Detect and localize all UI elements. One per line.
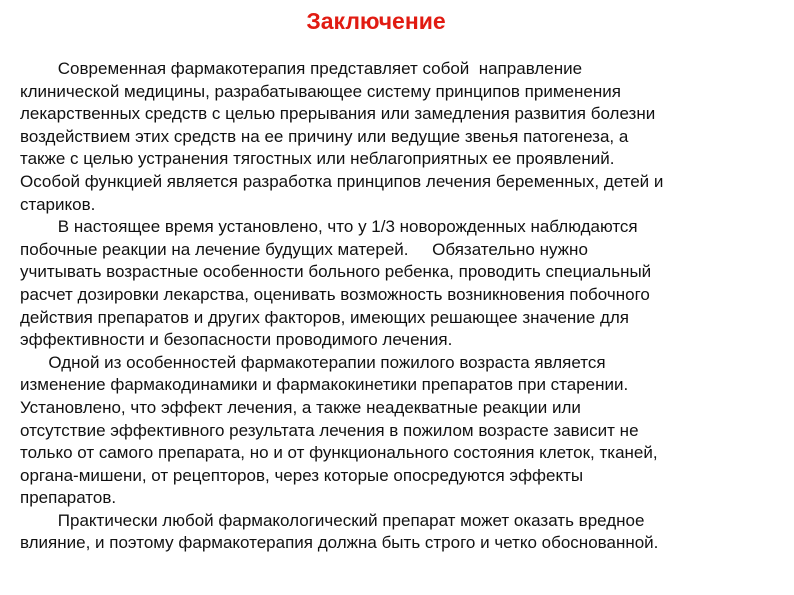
text-line: побочные реакции на лечение будущих матерей. Обязательно нужно — [20, 239, 588, 259]
text-line: отсутствие эффективного результата лечения в пожилом возрасте зависит не — [20, 420, 639, 440]
text-line: влияние, и поэтому фармакотерапия должна быть строго и четко обоснованной. — [20, 533, 659, 553]
text-line: органа-мишени, от рецепторов, через которые опосредуются эффекты — [20, 465, 584, 485]
text-line: изменение фармакодинамики и фармакокинетики препаратов при старении. — [20, 375, 629, 395]
text-line: Одной из особенностей фармакотерапии пожилого возраста является — [20, 352, 606, 372]
text-line: только от самого препарата, но и от функционального состояния клеток, тканей, — [20, 443, 658, 463]
text-line: учитывать возрастные особенности больного ребенка, проводить специальный — [20, 262, 652, 282]
document-body — [20, 58, 790, 555]
text-line: воздействием этих средств на ее причину или ведущие звенья патогенеза, а — [20, 126, 629, 146]
text-line: Установлено, что эффект лечения, а также неадекватные реакции или — [20, 397, 581, 417]
text-line: Современная фармакотерапия представляет собой направление — [20, 59, 583, 78]
page-title: Заключение — [306, 8, 446, 34]
text-line: эффективности и безопасности проводимого лечения. — [20, 330, 453, 350]
text-line: Практически любой фармакологический препарат может оказать вредное — [20, 510, 645, 530]
text-line: лекарственных средств с целью прерывания или замедления развития болезни — [20, 104, 656, 124]
text-line: стариков. — [20, 194, 96, 214]
text-line: клинической медицины, разрабатывающее систему принципов применения — [20, 81, 621, 101]
text-line: препаратов. — [20, 488, 117, 508]
text-line: действия препаратов и других факторов, имеющих решающее значение для — [20, 307, 630, 327]
text-line: расчет дозировки лекарства, оценивать возможность возникновения побочного — [20, 284, 650, 304]
text-line: В настоящее время установлено, что у 1/3 новорожденных наблюдаются — [20, 217, 638, 237]
text-line: также с целью устранения тягостных или неблагоприятных ее проявлений. — [20, 149, 615, 169]
text-line: Особой функцией является разработка принципов лечения беременных, детей и — [20, 171, 664, 191]
